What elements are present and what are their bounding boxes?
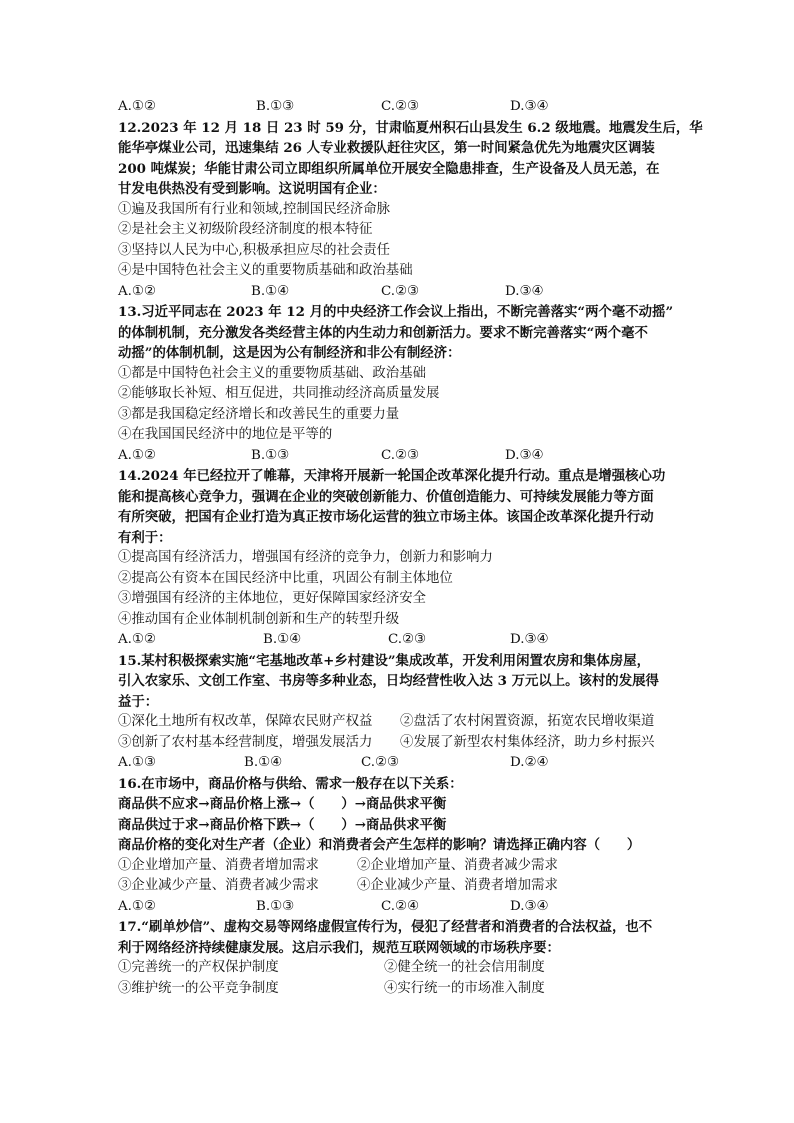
question-13 <box>118 302 680 466</box>
q17-item: ④实行统一的市场准入制度 <box>384 980 545 996</box>
q16-item: ③企业减少产量、消费者减少需求 <box>118 878 319 893</box>
q14-item: ①提高国有经济活力，增强国有经济的竞争力，创新力和影响力 <box>118 550 493 565</box>
q16-item: ④企业减少产量、消费者增加需求 <box>357 878 558 893</box>
q17-item: ③维护统一的公平竞争制度 <box>118 980 279 996</box>
q14-stem-line: 有利于： <box>118 529 172 546</box>
q13-item: ④在我国国民经济中的地位是平等的 <box>118 427 333 442</box>
q13-item: ②能够取长补短、相互促进，共同推动经济高质量发展 <box>118 386 440 401</box>
q15-option-c: C.②③ <box>361 755 400 770</box>
q15-item-pair <box>118 733 680 754</box>
q13-item: ③都是我国稳定经济增长和改善民生的重要力量 <box>118 406 400 422</box>
q17-item: ②健全统一的社会信用制度 <box>384 960 545 975</box>
q15-options <box>118 753 680 774</box>
q16-stem-line: 16.在市场中，商品价格与供给、需求一般存在以下关系： <box>118 775 463 792</box>
q14-options <box>118 630 680 651</box>
q14-option-c: C.②③ <box>388 632 427 647</box>
q16-stem-line: 商品价格的变化对生产者（企业）和消费者会产生怎样的影响？请选择正确内容（ ） <box>118 837 641 853</box>
q14-option-a: A.①② <box>118 632 156 647</box>
q11-option-b: B.①③ <box>256 99 295 114</box>
q13-option-a: A.①② <box>118 447 156 463</box>
q17-stem-line: 利于网络经济持续健康发展。这启示我们，规范互联网领域的市场秩序要： <box>118 939 560 956</box>
q15-option-d: D.②④ <box>510 755 549 770</box>
question-15 <box>118 651 680 774</box>
q12-item: ③坚持以人民为中心,积极承担应尽的社会责任 <box>118 242 391 258</box>
q14-item: ②提高公有资本在国民经济中比重，巩固公有制主体地位 <box>118 570 453 586</box>
q16-stem-line: 商品供过于求→商品价格下跌→（ ）→商品供求平衡 <box>118 816 447 833</box>
q17-item-pair <box>118 979 680 1000</box>
q13-stem-line: 动摇”的体制机制，这是因为公有制经济和非公有制经济： <box>118 345 461 361</box>
q11-options <box>118 97 680 118</box>
q15-stem-line: 益于： <box>118 693 159 710</box>
q15-option-b: B.①④ <box>244 755 283 770</box>
q17-item-pair <box>118 958 680 979</box>
q13-option-b: B.①③ <box>251 447 290 463</box>
q15-stem-line: 15.某村积极探索实施“宅基地改革+乡村建设”集成改革，开发利用闲置农房和集体房屋， <box>118 652 650 669</box>
q16-item: ②企业增加产量、消费者减少需求 <box>357 857 558 873</box>
q12-option-d: D.③④ <box>505 283 544 299</box>
q11-option-d: D.③④ <box>510 99 549 114</box>
question-17 <box>118 917 680 999</box>
q16-item-pair <box>118 876 680 897</box>
q14-option-b: B.①④ <box>263 632 302 647</box>
q16-item-pair <box>118 856 680 877</box>
q13-stem-line: 13.习近平同志在 2023 年 12 月的中央经济工作会议上指出，不断完善落实“两个毫不动摇” <box>118 304 674 320</box>
questions-content <box>118 97 703 999</box>
q14-stem-line: 能和提高核心竞争力，强调在企业的突破创新能力、价值创造能力、可持续发展能力等方面 <box>118 488 654 505</box>
q14-item: ④推动国有企业体制机制创新和生产的转型升级 <box>118 611 400 627</box>
question-12 <box>118 118 703 303</box>
q12-item: ④是中国特色社会主义的重要物质基础和政治基础 <box>118 263 413 278</box>
q11-option-a: A.①② <box>118 99 156 114</box>
q14-item: ③增强国有经济的主体地位，更好保障国家经济安全 <box>118 591 426 606</box>
q11-option-c: C.②③ <box>381 99 420 114</box>
q15-item-pair <box>118 712 680 733</box>
q13-option-c: C.②③ <box>381 447 420 463</box>
q12-option-b: B.①④ <box>251 283 290 299</box>
q13-option-d: D.③④ <box>505 447 544 463</box>
q15-item: ④发展了新型农村集体经济，助力乡村振兴 <box>400 734 655 750</box>
q12-stem-line: 甘发电供热没有受到影响。这说明国有企业： <box>118 181 386 197</box>
q14-option-d: D.③④ <box>510 632 549 647</box>
q12-item: ①遍及我国所有行业和领域,控制国民经济命脉 <box>118 201 391 217</box>
q13-item: ①都是中国特色社会主义的重要物质基础、政治基础 <box>118 365 426 381</box>
q12-stem-line: 能华亭煤业公司，迅速集结 26 人专业救援队赶往灾区，第一时间紧急优先为地震灾区调装 <box>118 140 655 156</box>
q12-options <box>118 282 680 303</box>
q15-stem-line: 引入农家乐、文创工作室、书房等多种业态，日均经营性收入达 3 万元以上。该村的发展得 <box>118 673 659 689</box>
q12-stem-line: 12.2023 年 12 月 18 日 23 时 59 分，甘肃临夏州积石山县发生 6.2 级地震。地震发生后，华 <box>118 119 703 136</box>
q12-item: ②是社会主义初级阶段经济制度的根本特征 <box>118 222 373 237</box>
q12-option-a: A.①② <box>118 283 156 299</box>
q13-options <box>118 446 680 467</box>
q15-option-a: A.①③ <box>118 755 156 770</box>
question-14 <box>118 466 680 651</box>
q15-item: ①深化土地所有权改革，保障农民财产权益 <box>118 714 373 729</box>
q13-stem-line: 的体制机制，充分激发各类经营主体的内生动力和创新活力。要求不断完善落实“两个毫不 <box>118 324 648 341</box>
q16-options <box>118 897 680 918</box>
q16-option-d: D.③④ <box>510 898 549 914</box>
q17-stem-line: 17.“刷单炒信”、虚构交易等网络虚假宣传行为，侵犯了经营者和消费者的合法权益，也不 <box>118 919 653 935</box>
q12-stem-line: 200 吨煤炭；华能甘肃公司立即组织所属单位开展安全隐患排查，生产设备及人员无恙，在 <box>118 160 660 177</box>
q16-option-c: C.②④ <box>381 898 420 914</box>
q16-stem-line: 商品供不应求→商品价格上涨→（ ）→商品供求平衡 <box>118 796 447 812</box>
q16-item: ①企业增加产量、消费者增加需求 <box>118 857 319 873</box>
q14-stem-line: 14.2024 年已经拉开了帷幕，天津将开展新一轮国企改革深化提升行动。重点是增强核心功 <box>118 468 666 484</box>
q12-option-c: C.②③ <box>381 283 420 299</box>
q16-option-a: A.①② <box>118 898 156 914</box>
question-16 <box>118 774 680 918</box>
q17-item: ①完善统一的产权保护制度 <box>118 960 279 975</box>
q15-item: ③创新了农村基本经营制度，增强发展活力 <box>118 734 373 750</box>
q15-item: ②盘活了农村闲置资源，拓宽农民增收渠道 <box>400 714 655 729</box>
q16-option-b: B.①③ <box>256 898 295 914</box>
q14-stem-line: 有所突破，把国有企业打造为真正按市场化运营的独立市场主体。该国企改革深化提升行动 <box>118 509 654 525</box>
